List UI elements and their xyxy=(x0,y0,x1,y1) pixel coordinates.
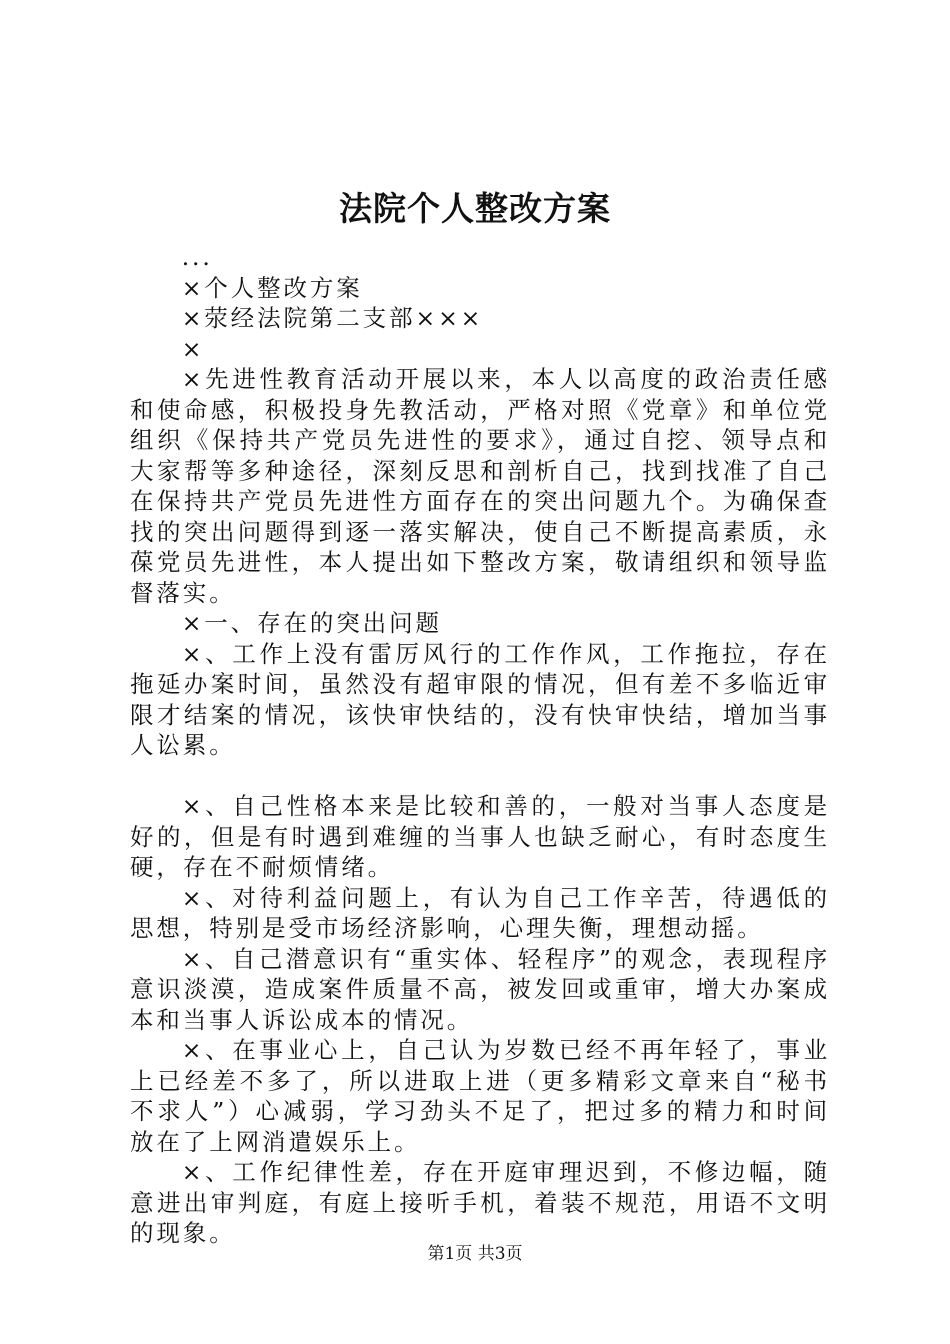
paragraph-problem-1: ×、工作上没有雷厉风行的工作作风，工作拖拉，存在拖延办案时间，虽然没有超审限的情况，但有差不多临近审限才结案的情况，该快审快结的，没有快审快结，增加当事人讼累。 xyxy=(130,639,830,759)
paragraph-author: ×荥经法院第二支部××× xyxy=(181,304,484,332)
document-title: 法院个人整改方案 xyxy=(339,189,611,228)
paragraph-problem-5: ×、在事业心上，自己认为岁数已经不再年轻了，事业上已经差不多了，所以进取上进（更多精彩文章来自“秘书不求人”）心减弱，学习劲头不足了，把过多的精力和时间放在了上网消遣娱乐上。 xyxy=(130,1036,830,1156)
paragraph-mark: × xyxy=(181,334,205,363)
paragraph-problem-4: ×、自己潜意识有“重实体、轻程序”的观念，表现程序意识淡漠，造成案件质量不高，被发回或重审，增大办案成本和当事人诉讼成本的情况。 xyxy=(130,944,830,1034)
paragraph-spacer xyxy=(130,761,830,792)
paragraph-subtitle: ×个人整改方案 xyxy=(181,273,363,302)
paragraph-ellipsis: ... xyxy=(181,243,213,271)
paragraph-problem-2: ×、自己性格本来是比较和善的，一般对当事人态度是好的，但是有时遇到难缠的当事人也缺乏耐心，有时态度生硬，存在不耐烦情绪。 xyxy=(130,792,830,881)
page-number-footer: 第1页 共3页 xyxy=(427,1244,523,1264)
paragraph-intro: ×先进性教育活动开展以来，本人以高度的政治责任感和使命感，积极投身先教活动，严格对照《党章》和单位党组织《保持共产党员先进性的要求》，通过自挖、领导点和大家帮等多种途径，深刻反思和剖析自己，找到找准了自己在保持共产党员先进性方面存在的突出问题九个。为确保查找的突出问题得到逐一落实解决，使自己不断提高素质，永葆党员先进性，本人提出如下整改方案，敬请组织和领导监督落实。 xyxy=(130,365,830,607)
document-body xyxy=(130,242,830,1249)
paragraph-problem-6: ×、工作纪律性差，存在开庭审理迟到，不修边幅，随意进出审判庭，有庭上接听手机，着装不规范，用语不文明的现象。 xyxy=(130,1158,830,1247)
paragraph-problem-3: ×、对待利益问题上，有认为自己工作辛苦，待遇低的思想，特别是受市场经济影响，心理失衡，理想动摇。 xyxy=(130,883,830,942)
section-heading-problems: ×一、存在的突出问题 xyxy=(181,609,442,637)
